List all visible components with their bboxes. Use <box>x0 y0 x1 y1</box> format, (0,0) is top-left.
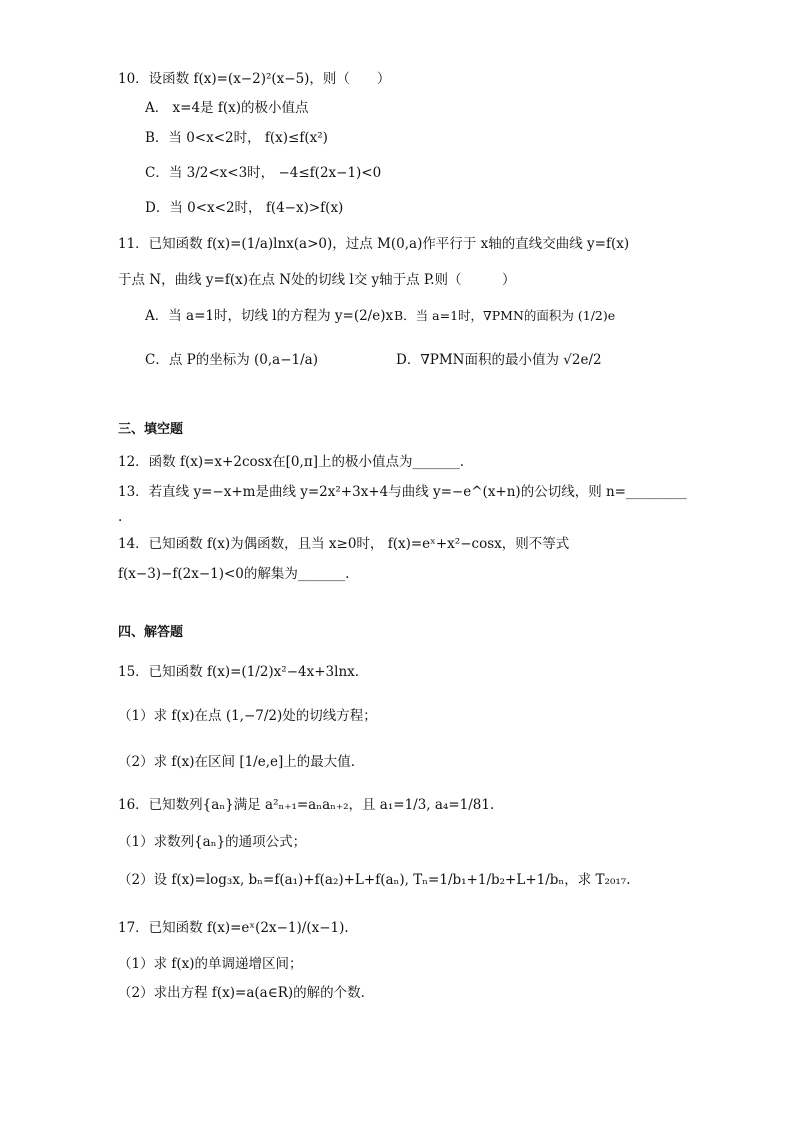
question-11-option-a: A．当 a=1时，切线 l的方程为 y=(2/e)x <box>145 308 394 324</box>
question-12: 12．函数 f(x)=x+2cosx在[0,π]上的极小值点为_______. <box>118 454 464 470</box>
question-16-part-2: （2）设 f(x)=log₃x, bₙ=f(a₁)+f(a₂)+L+f(aₙ), Tₙ=1/b₁+1/b₂+L+1/bₙ，求 T₂₀₁₇. <box>118 872 631 888</box>
question-17-part-1: （1）求 f(x)的单调递增区间； <box>118 956 303 972</box>
question-11-stem-line2: 于点 N，曲线 y=f(x)在点 N处的切线 l交 y轴于点 P.则（ ） <box>118 272 516 288</box>
question-13-line2: . <box>118 509 123 525</box>
question-11-option-c: C．点 P的坐标为 (0,a−1/a) <box>145 352 318 368</box>
question-10-option-d: D．当 0<x<2时， f(4−x)>f(x) <box>145 200 344 216</box>
question-10-option-b: B．当 0<x<2时， f(x)≤f(x²) <box>145 130 328 146</box>
question-17-part-2: （2）求出方程 f(x)=a(a∈R)的解的个数. <box>118 985 365 1001</box>
question-11-option-d: D．∇PMN面积的最小值为 √2e/2 <box>396 352 602 368</box>
question-14-line2: f(x−3)−f(2x−1)<0的解集为_______. <box>118 566 350 582</box>
section-4-heading: 四、解答题 <box>118 625 184 640</box>
question-11-stem-line1: 11．已知函数 f(x)=(1/a)lnx(a>0)，过点 M(0,a)作平行于 x轴的直线交曲线 y=f(x) <box>118 236 630 252</box>
question-15-part-2: （2）求 f(x)在区间 [1/e,e]上的最大值. <box>118 754 356 770</box>
question-11-option-b: B．当 a=1时，∇PMN的面积为 (1/2)e <box>394 308 616 323</box>
question-10-option-a: A． x=4是 f(x)的极小值点 <box>145 100 309 116</box>
question-17-stem: 17．已知函数 f(x)=eˣ(2x−1)/(x−1). <box>118 920 349 936</box>
question-13-line1: 13．若直线 y=−x+m是曲线 y=2x²+3x+4与曲线 y=−e^(x+n)的公切线，则 n=_________ <box>118 484 687 500</box>
question-10-option-c: C．当 3/2<x<3时， −4≤f(2x−1)<0 <box>145 165 382 181</box>
section-3-heading: 三、填空题 <box>118 422 184 437</box>
question-16-part-1: （1）求数列{aₙ}的通项公式； <box>118 834 307 850</box>
question-15-part-1: （1）求 f(x)在点 (1,−7/2)处的切线方程； <box>118 708 377 724</box>
question-16-stem: 16．已知数列{aₙ}满足 a²ₙ₊₁=aₙaₙ₊₂，且 a₁=1/3, a₄=1/81. <box>118 797 495 813</box>
question-10-stem: 10．设函数 f(x)=(x−2)²(x−5)，则（ ） <box>118 71 391 87</box>
question-14-line1: 14．已知函数 f(x)为偶函数，且当 x≥0时， f(x)=eˣ+x²−cosx，则不等式 <box>118 536 570 552</box>
question-15-stem: 15．已知函数 f(x)=(1/2)x²−4x+3lnx. <box>118 664 360 680</box>
